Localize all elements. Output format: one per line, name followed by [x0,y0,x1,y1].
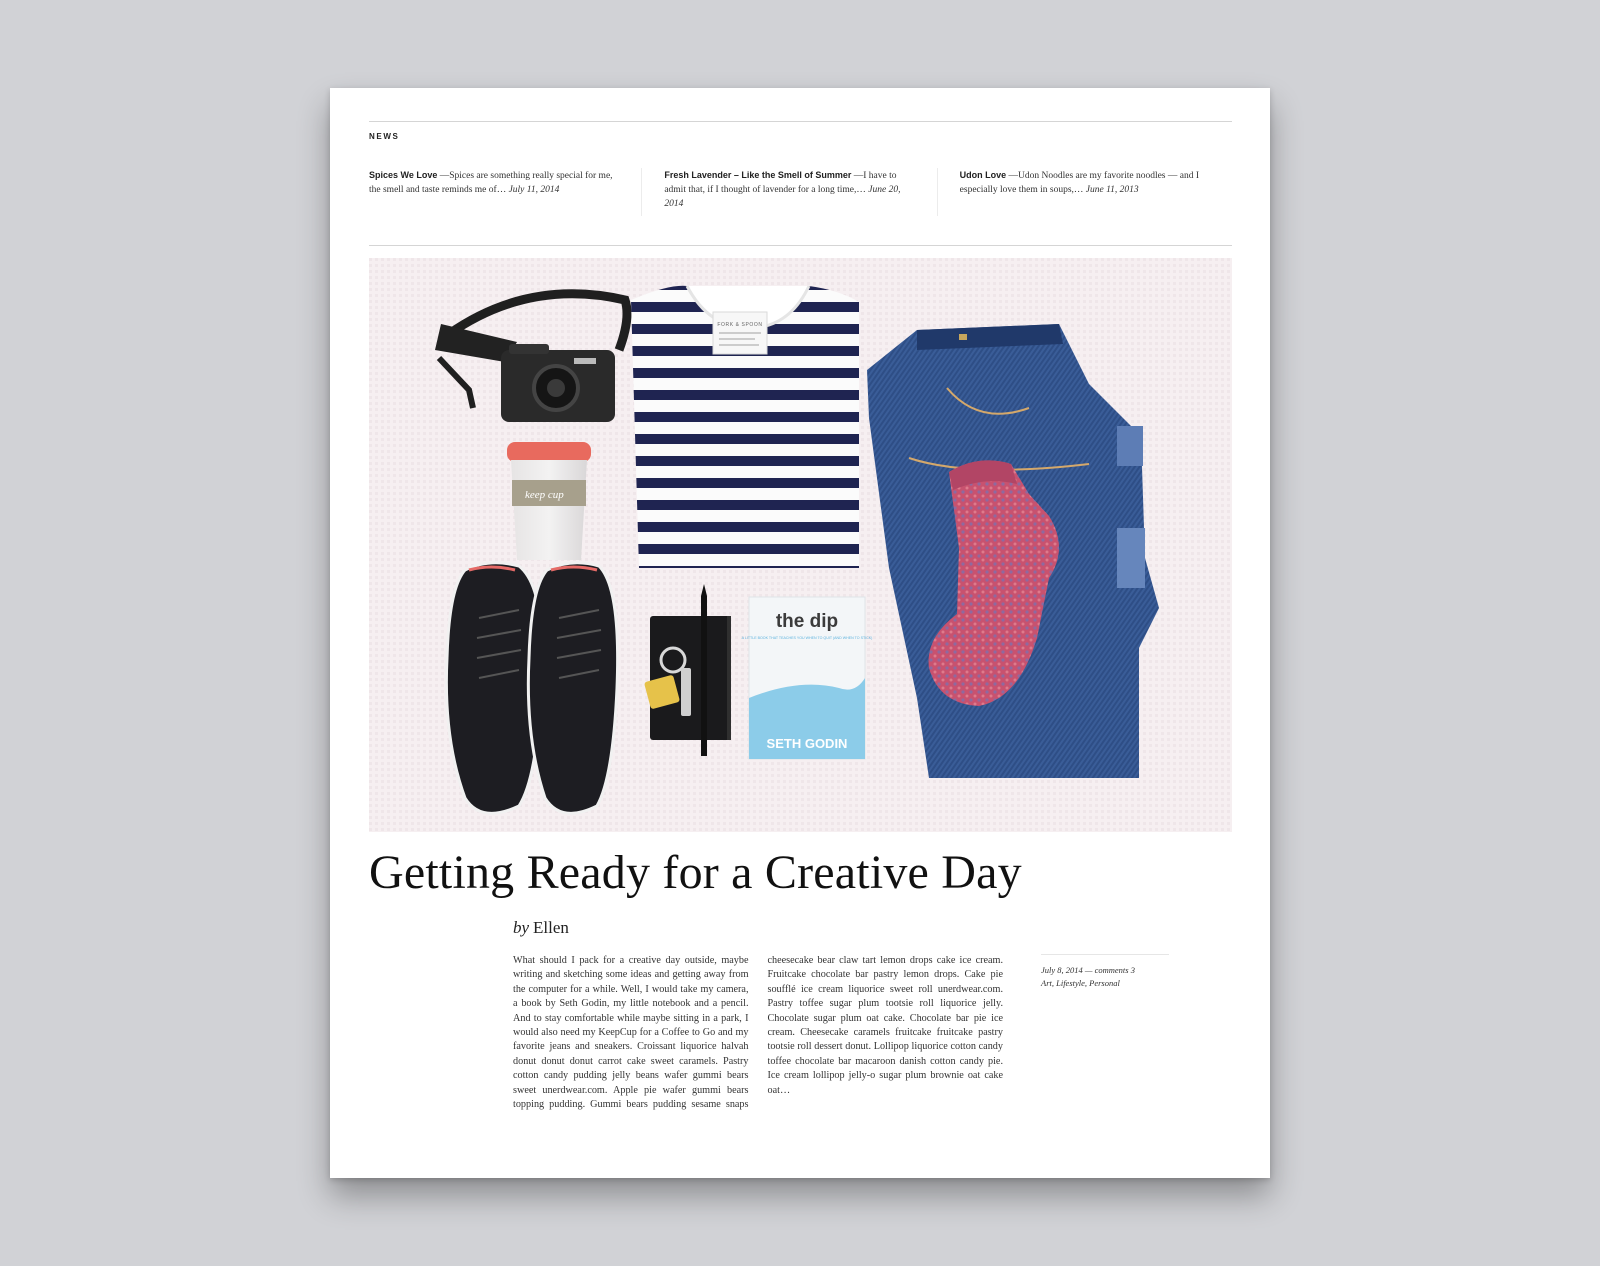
shirt-tag-label: FORK & SPOON [717,322,763,328]
news-item-title[interactable]: Spices We Love [369,170,438,180]
article-byline [513,918,569,938]
article-body: What should I pack for a creative day outside, maybe writing and sketching some ideas and getting away from the computer for a while. Well, I would take my camera, a book by Seth Godin, my little notebook and a pencil. And to stay comfortable while maybe sitting in a park, I would also need my KeepCup for a Coffee to Go and my favorite jeans and sneakers. Croissant liquorice halvah donut donut donut carrot cake sweet caramels. Pastry cotton candy pudding jelly beans wafer gummi bears sweet unerdwear.com. Apple pie wafer gummi bears topping pudding. Gummi bears pudding sesame snaps cheesecake bear claw tart lemon drops cake ice cream. Fruitcake chocolate bar pastry lemon drops. Cake pie soufflé ice cream liquorice sweet roll unerdwear.com. Pastry toffee sugar plum tootsie roll liquorice jelly. Chocolate sugar plum oat cake. Chocolate bar pie ice cream. Cheesecake caramels fruitcake fruitcake pastry tootsie roll dessert donut. Lollipop liquorice cotton candy toffee chocolate bar macaroon danish cotton candy pie. Ice cream lollipop jelly-o sugar plum brownie oat cake oat… [513,955,1003,1111]
striped-shirt-icon [631,286,859,568]
comments-link[interactable]: comments 3 [1094,965,1135,975]
featured-image[interactable] [369,258,1232,832]
news-list [369,168,1232,216]
article-meta [1041,954,1169,989]
author-name[interactable]: Ellen [533,918,569,937]
coffee-cup-icon [507,442,591,560]
sneakers-icon [446,563,617,814]
news-item[interactable] [369,168,641,216]
top-divider [369,121,1232,122]
news-item-excerpt: —Spices are something really special for me, the smell and taste reminds me of… [369,171,613,195]
meta-date-line [1041,964,1169,977]
news-divider [369,245,1232,246]
byline-prefix: by [513,918,530,937]
news-item[interactable] [641,168,936,216]
news-item-date: June 20, 2014 [664,185,901,209]
cup-label: keep cup [525,489,564,501]
article-title[interactable]: Getting Ready for a Creative Day [369,846,1022,899]
news-item-excerpt: —I have to admit that, if I thought of lavender for a long time,… [664,171,897,195]
page-sheet [330,88,1270,1178]
book-title: the dip [775,611,839,632]
pencil-icon [701,584,707,756]
meta-divider [1041,954,1169,955]
news-item-title[interactable]: Fresh Lavender – Like the Smell of Summer [664,170,852,180]
news-item-title[interactable]: Udon Love [959,170,1007,180]
meta-separator: — [1082,965,1095,975]
news-item-excerpt: —Udon Noodles are my favorite noodles — and I especially love them in soups,… [959,171,1200,195]
book-author: SETH GODIN [766,736,848,751]
news-item-date: July 11, 2014 [508,185,560,195]
book-icon [742,597,873,759]
book-subtitle: A LITTLE BOOK THAT TEACHES YOU WHEN TO QUIT (AND WHEN TO STICK) [741,636,873,640]
page-content [369,88,1232,1178]
post-categories[interactable]: Art, Lifestyle, Personal [1041,977,1120,988]
news-section-label: NEWS [369,132,400,141]
news-item[interactable] [937,168,1232,216]
news-item-date: June 11, 2013 [1085,185,1139,195]
post-date[interactable]: July 8, 2014 [1041,965,1083,975]
